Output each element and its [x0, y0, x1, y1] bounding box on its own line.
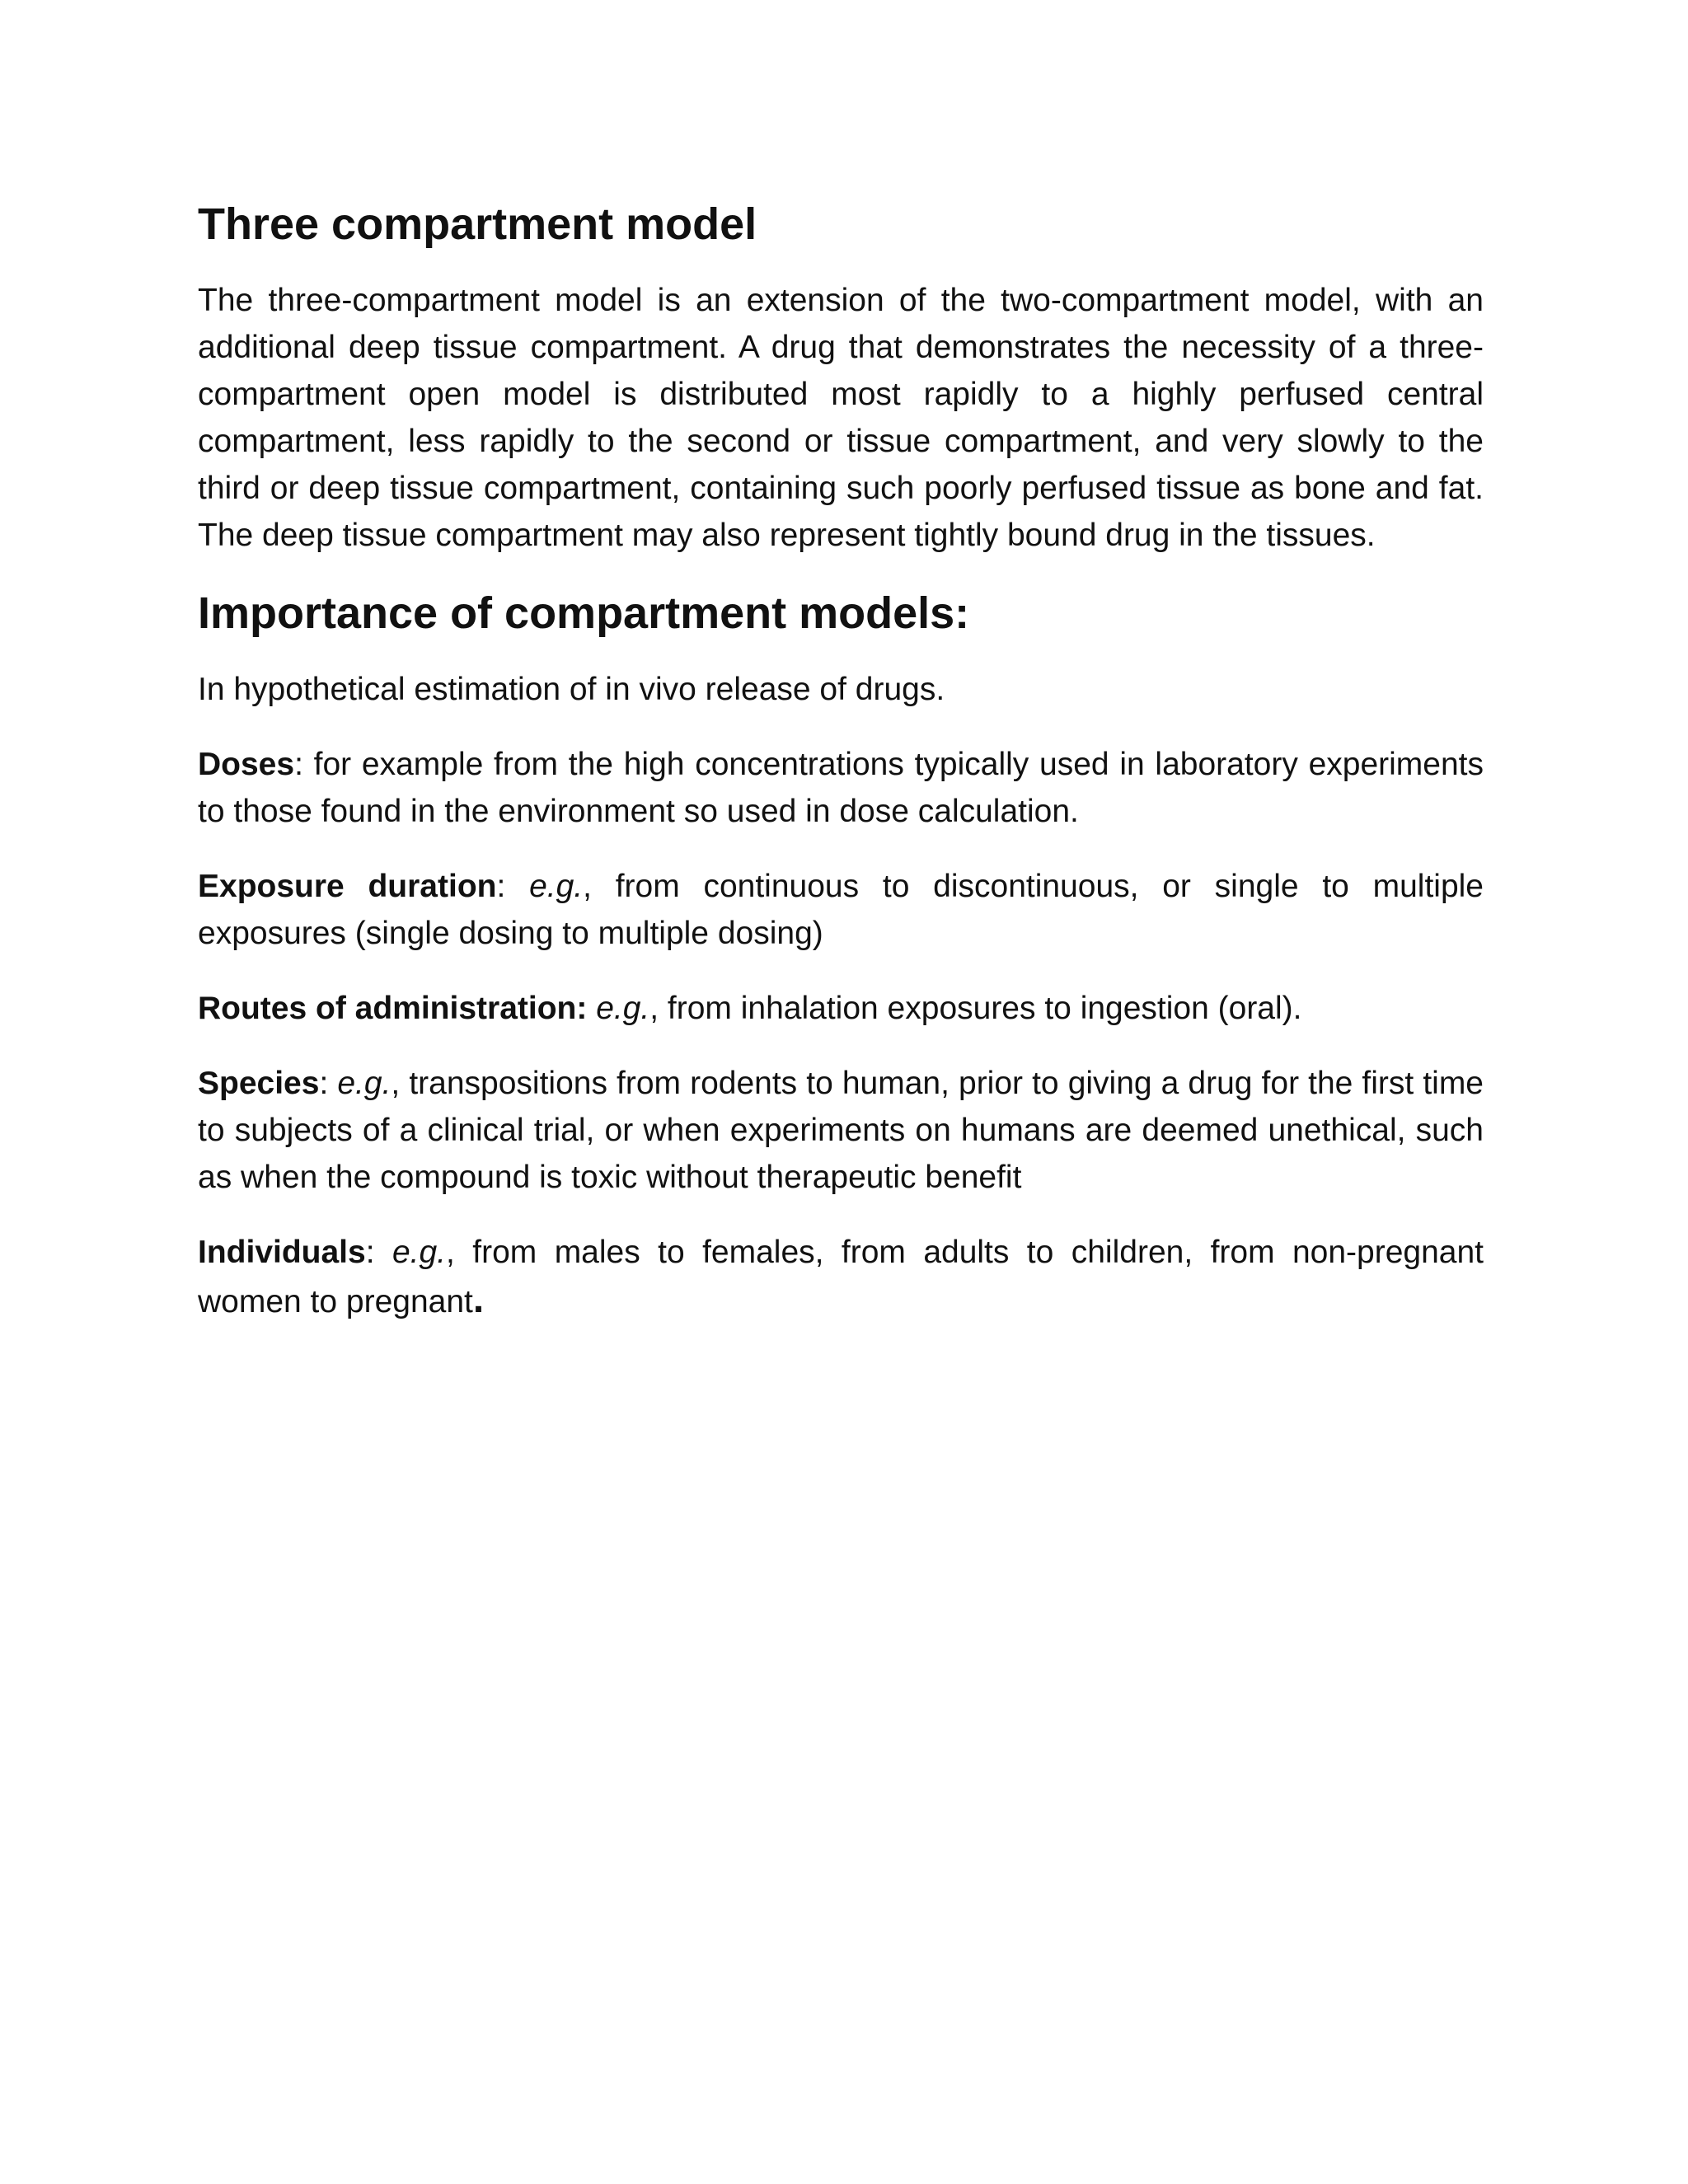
item-text: , transpositions from rodents to human, prior to giving a drug for the first time to subjects of a clinical trial, or when experiments on humans are deemed unethical, such as when the compound is toxic without therapeutic benefit: [198, 1066, 1484, 1195]
item-doses: [198, 741, 1484, 835]
item-end-period: .: [472, 1277, 485, 1321]
item-eg: e.g.: [529, 869, 584, 904]
item-individuals: [198, 1229, 1484, 1325]
item-eg: e.g.: [337, 1066, 392, 1101]
item-term: Individuals: [198, 1235, 366, 1270]
item-term: Species: [198, 1066, 320, 1101]
item-exposure-duration: [198, 863, 1484, 957]
item-separator: [587, 991, 596, 1026]
section-heading-three-compartment-model: Three compartment model: [198, 199, 757, 249]
document-page: [198, 198, 1484, 1353]
item-text: , from inhalation exposures to ingestion (oral).: [649, 991, 1302, 1026]
item-text: , from males to females, from adults to children, from non-pregnant women to pregnant: [198, 1235, 1484, 1319]
item-species: [198, 1060, 1484, 1201]
item-separator: :: [496, 869, 530, 904]
item-term: Routes of administration:: [198, 991, 588, 1026]
item-separator: :: [294, 747, 314, 782]
item-text: , from continuous to discontinuous, or single to multiple exposures (single dosing to multiple dosing): [198, 869, 1484, 951]
item-routes-of-administration: [198, 985, 1484, 1032]
item-term: Exposure duration: [198, 869, 497, 904]
item-separator: :: [319, 1066, 338, 1101]
importance-intro: In hypothetical estimation of in vivo release of drugs.: [198, 672, 945, 707]
section-heading-importance: Importance of compartment models:: [198, 588, 970, 638]
item-eg: e.g.: [596, 991, 650, 1026]
item-text: for example from the high concentrations typically used in laboratory experiments to those found in the environment so used in dose calculation.: [198, 747, 1484, 829]
item-separator: :: [365, 1235, 392, 1270]
three-compartment-paragraph: The three-compartment model is an extension of the two-compartment model, with an additional deep tissue compartment. A drug that demonstrates the necessity of a three-compartment open model is distributed most rapidly to a highly perfused central compartment, less rapidly to the second or tissue compartment, and very slowly to the third or deep tissue compartment, containing such poorly perfused tissue as bone and fat. The deep tissue compartment may also represent tightly bound drug in the tissues.: [198, 283, 1484, 553]
item-term: Doses: [198, 747, 295, 782]
item-eg: e.g.: [392, 1235, 447, 1270]
